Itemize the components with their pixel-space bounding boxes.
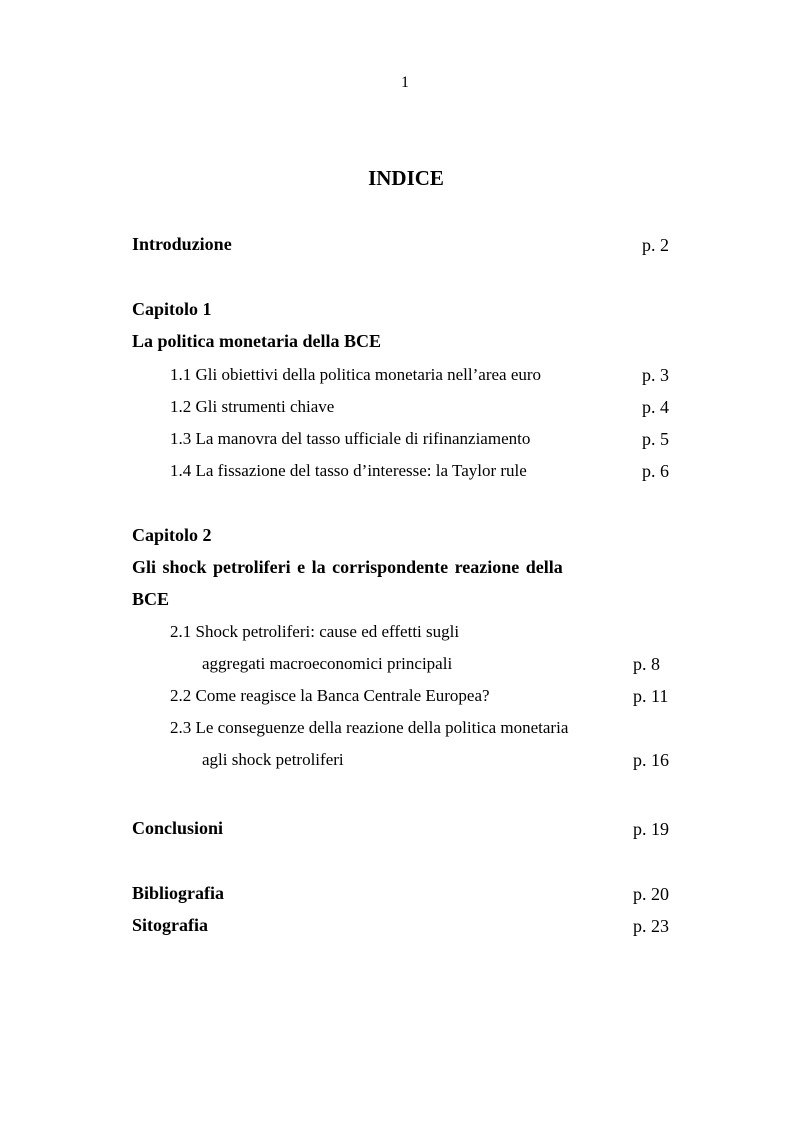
toc-page-sitografia: p. 23 — [633, 916, 669, 936]
toc-page-bibliografia: p. 20 — [633, 884, 669, 904]
toc-entry-1-1: 1.1 Gli obiettivi della politica monetaria nell’area euro — [170, 365, 542, 384]
toc-page-2-2: p. 11 — [633, 686, 669, 706]
toc-page-2-3: p. 16 — [633, 750, 669, 770]
toc-entry-2-1-cont: aggregati macroeconomici principali — [202, 654, 453, 673]
toc-entry-1-4: 1.4 La fissazione del tasso d’interesse: la Taylor rule — [170, 461, 527, 480]
chapter-2-title-line-1: Gli shock petroliferi e la corrispondente reazione della — [132, 557, 563, 577]
toc-entry-conclusioni: Conclusioni — [132, 818, 224, 838]
toc-page-1-4: p. 6 — [642, 461, 669, 481]
toc-entry-2-1: 2.1 Shock petroliferi: cause ed effetti sugli — [170, 622, 460, 641]
toc-page-1-2: p. 4 — [642, 397, 669, 417]
toc-entry-1-2: 1.2 Gli strumenti chiave — [170, 397, 335, 416]
toc-entry-bibliografia: Bibliografia — [132, 883, 225, 903]
chapter-1-heading: Capitolo 1 — [132, 299, 212, 319]
toc-page-1-3: p. 5 — [642, 429, 669, 449]
toc-entry-1-3: 1.3 La manovra del tasso ufficiale di rifinanziamento — [170, 429, 531, 448]
toc-entry-sitografia: Sitografia — [132, 915, 208, 935]
page-number: 1 — [401, 74, 409, 91]
toc-entry-2-3: 2.3 Le conseguenze della reazione della politica monetaria — [170, 718, 569, 737]
toc-entry-2-2: 2.2 Come reagisce la Banca Centrale Europea? — [170, 686, 490, 705]
chapter-1-title: La politica monetaria della BCE — [132, 331, 381, 351]
toc-entry-2-3-cont: agli shock petroliferi — [202, 750, 344, 769]
toc-entry-introduzione: Introduzione — [132, 234, 232, 254]
toc-page-1-1: p. 3 — [642, 365, 669, 385]
chapter-2-title-line-2: BCE — [132, 589, 170, 609]
toc-page-introduzione: p. 2 — [642, 235, 669, 255]
chapter-2-heading: Capitolo 2 — [132, 525, 212, 545]
page-title: INDICE — [368, 166, 444, 190]
toc-page-conclusioni: p. 19 — [633, 819, 669, 839]
toc-page-2-1: p. 8 — [633, 654, 660, 674]
